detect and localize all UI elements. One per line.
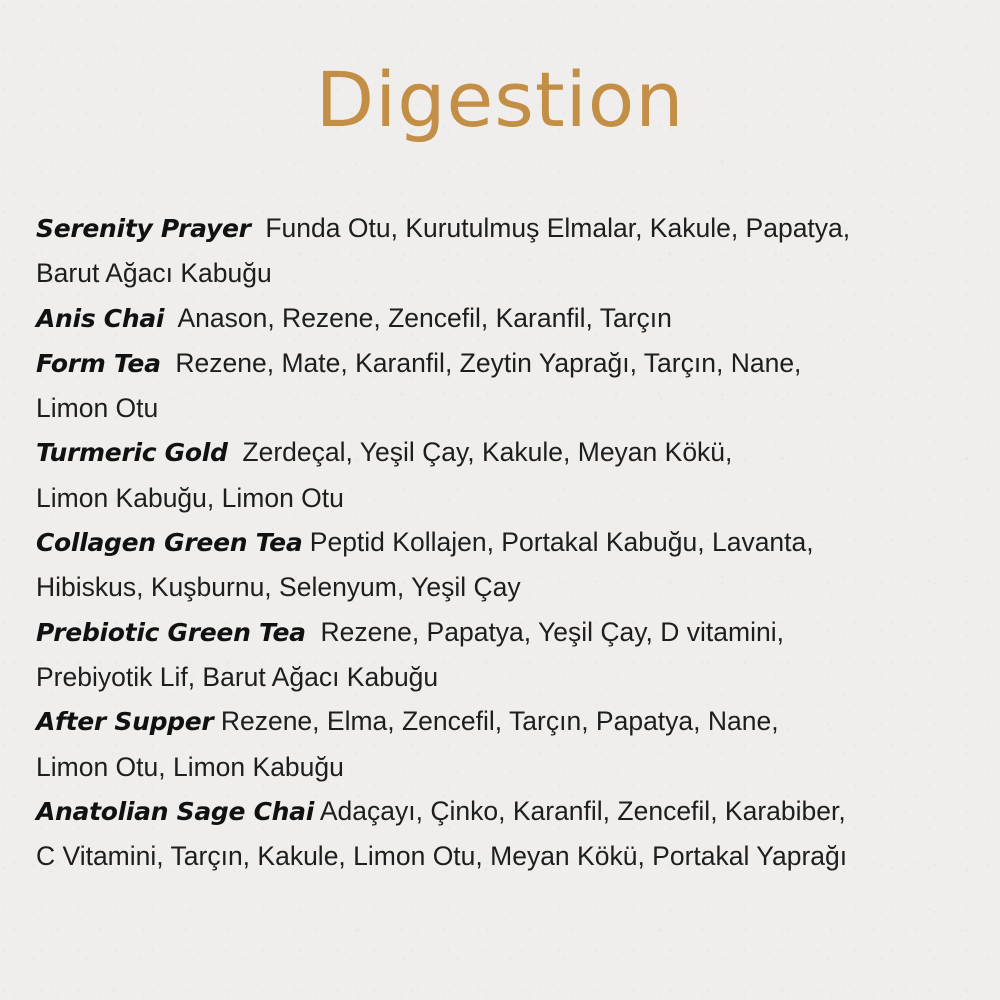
list-item — [36, 430, 976, 520]
tea-ingredients: Rezene, Papatya, Yeşil Çay, D vitamini, — [320, 616, 784, 647]
tea-name: Anis Chai — [36, 303, 165, 333]
tea-ingredients: Anason, Rezene, Zencefil, Karanfil, Tarçın — [177, 302, 672, 333]
tea-ingredients: Rezene, Mate, Karanfil, Zeytin Yaprağı, Tarçın, Nane, — [175, 347, 802, 378]
tea-name: Serenity Prayer — [36, 214, 251, 243]
tea-name: Prebiotic Green Tea — [36, 617, 306, 647]
list-item — [36, 206, 976, 296]
tea-ingredients: Peptid Kollajen, Portakal Kabuğu, Lavanta, — [309, 527, 814, 558]
tea-ingredients-continued: Prebiyotik Lif, Barut Ağacı Kabuğu — [36, 661, 439, 692]
list-item — [36, 520, 976, 610]
tea-ingredients-continued: Barut Ağacı Kabuğu — [36, 258, 272, 289]
tea-name: Collagen Green Tea — [36, 528, 303, 558]
tea-ingredients-continued: Limon Kabuğu, Limon Otu — [36, 482, 344, 513]
tea-ingredients: Adaçayı, Çinko, Karanfil, Zencefil, Karabiber, — [319, 795, 846, 826]
tea-ingredients: Zerdeçal, Yeşil Çay, Kakule, Meyan Kökü, — [242, 437, 733, 468]
tea-ingredients-continued: Hibiskus, Kuşburnu, Selenyum, Yeşil Çay — [36, 572, 521, 603]
list-item — [36, 789, 976, 879]
tea-name: Turmeric Gold — [36, 438, 228, 468]
tea-ingredients-continued: Limon Otu — [36, 393, 159, 424]
page-title: Digestion — [315, 55, 685, 144]
list-item — [36, 699, 976, 789]
tea-name: Anatolian Sage Chai — [36, 796, 314, 826]
tea-ingredients-continued: Limon Otu, Limon Kabuğu — [36, 751, 344, 782]
list-item — [36, 341, 976, 431]
list-item — [36, 610, 976, 700]
tea-name: After Supper — [36, 707, 214, 737]
list-item — [36, 296, 976, 341]
tea-ingredients: Funda Otu, Kurutulmuş Elmalar, Kakule, Papatya, — [265, 213, 851, 243]
tea-ingredients: Rezene, Elma, Zencefil, Tarçın, Papatya, Nane, — [220, 706, 779, 737]
tea-ingredients-continued: C Vitamini, Tarçın, Kakule, Limon Otu, Meyan Kökü, Portakal Yaprağı — [36, 841, 848, 872]
tea-list — [36, 206, 976, 878]
tea-name: Form Tea — [36, 348, 161, 378]
